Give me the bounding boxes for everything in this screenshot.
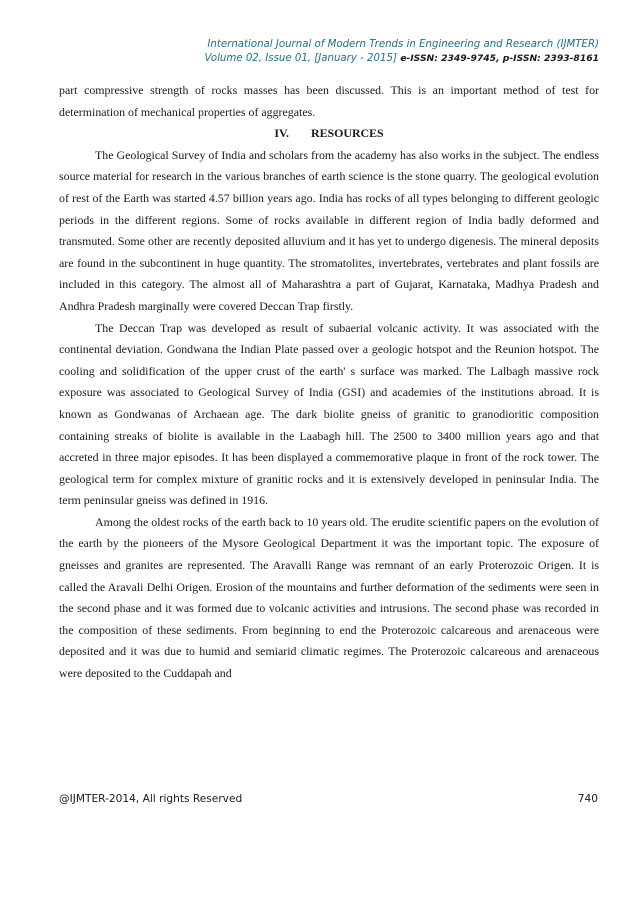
paragraph-2: The Deccan Trap was developed as result of subaerial volcanic activity. It was associated with the continental deviation. Gondwana the Indian Plate passed over a geologic hotspot and the Reunion hotspot. The cooling and solidification of the upper crust of the earth' s surface was marked. The Lalbagh massive rock exposure was associated to Geological Survey of India (GSI) and academies of the institutions abroad. It is known as Gondwanas of Archaean age. The dark biolite gneiss of granitic to granodioritic composition containing streaks of biolite is available in the Laabagh hill. The 2500 to 3400 million years ago and that accreted in three major episodes. It has been displayed a commemorative plaque in front of the rock tower. The geological term for complex mixture of granitic rocks and it is extensively developed in peninsular India. The term peninsular gneiss was defined in 1916. <box>59 320 599 508</box>
section-number: IV. <box>274 126 289 141</box>
journal-volume-line <box>205 52 600 66</box>
footer-copyright: @IJMTER-2014, All rights Reserved <box>59 793 243 805</box>
intro-paragraph: part compressive strength of rocks masses has been discussed. This is an important method of test for determination of mechanical properties of aggregates. <box>59 83 599 119</box>
journal-title: International Journal of Modern Trends in Engineering and Research (IJMTER) <box>207 39 599 50</box>
section-heading <box>59 123 599 145</box>
article-body <box>59 80 599 685</box>
journal-header <box>205 38 600 66</box>
paragraph-1: The Geological Survey of India and scholars from the academy has also works in the subject. The endless source material for research in the various branches of earth science is the stone quarry. The geological evolution of rest of the Earth was started 4.57 billion years ago. India has rocks of all types belonging to different geologic periods in the different regions. Some of rocks available in different region of India badly deformed and transmuted. Some other are recently deposited alluvium and it has yet to undergo digenesis. The mineral deposits are found in the subcontinent in huge quantity. The stromatolites, invertebrates, vertebrates and plant fossils are included in this category. The almost all of Maharashtra a part of Gujarat, Karnataka, Madhya Pradesh and Andhra Pradesh marginally were covered Deccan Trap firstly. <box>59 147 599 313</box>
page-number: 740 <box>577 793 598 805</box>
journal-issn: e-ISSN: 2349-9745, p-ISSN: 2393-8161 <box>400 53 599 64</box>
journal-volume: Volume 02, Issue 01, [January - 2015] <box>204 53 397 64</box>
paragraph-3: Among the oldest rocks of the earth back to 10 years old. The erudite scientific papers on the evolution of the earth by the pioneers of the Mysore Geological Department it was the important topic. The exposure of gneisses and granites are represented. The Aravalli Range was remnant of an early Proterozoic Origen. It is called the Aravali Delhi Origen. Erosion of the mountains and further deformation of the sediments were seen in the second phase and it was formed due to volcanic activities and intrusions. The second phase was recorded in the composition of these sediments. From beginning to end the Proterozoic calcareous and arenaceous were deposited and it was due to humid and semiarid climatic regimes. The Proterozoic calcareous and arenaceous were deposited to the Cuddapah and <box>59 514 599 681</box>
section-title: RESOURCES <box>310 126 384 141</box>
